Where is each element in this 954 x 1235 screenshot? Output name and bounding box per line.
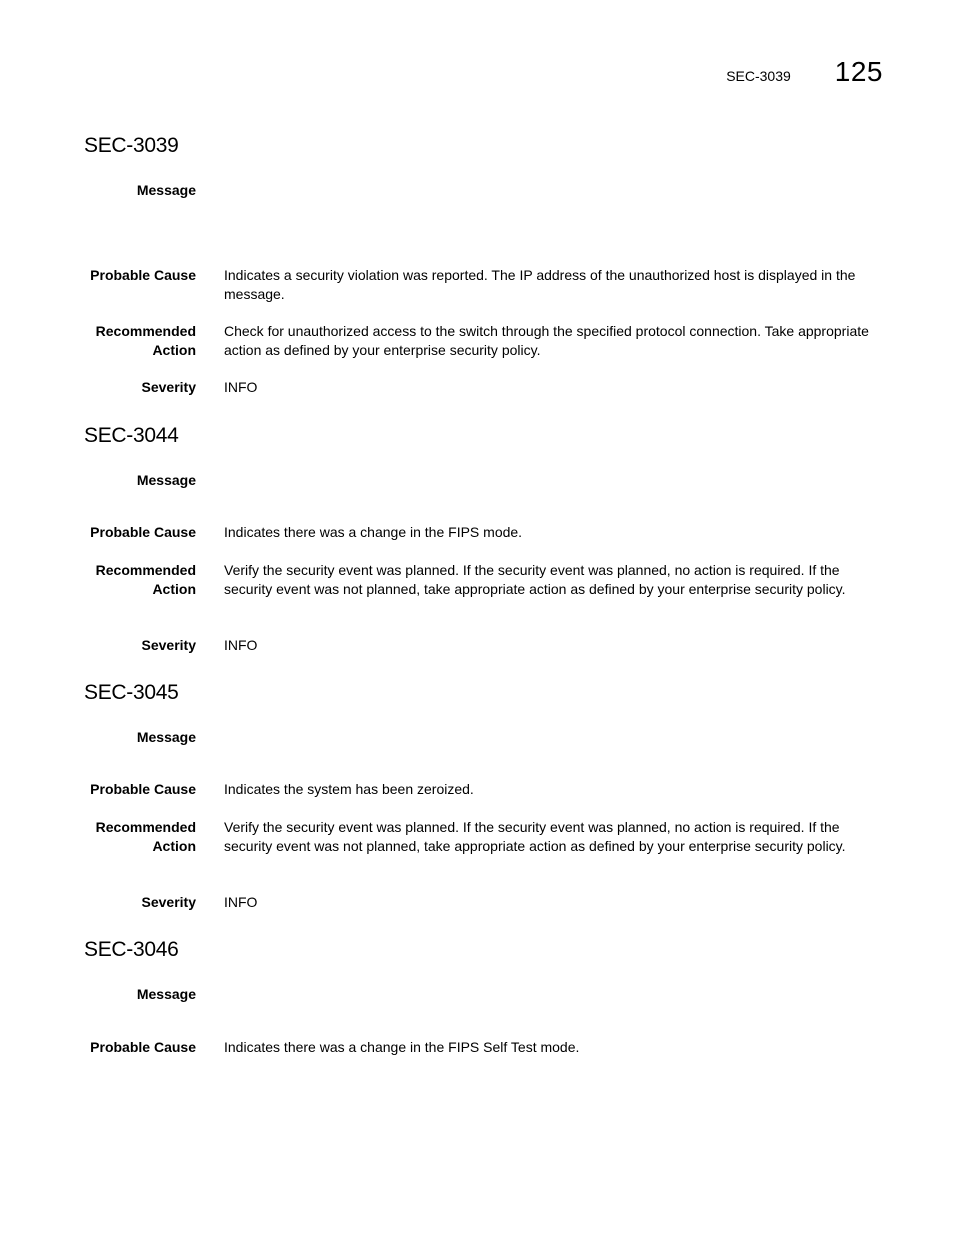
severity-label: Severity (141, 379, 196, 395)
recommended-action-value: Verify the security event was planned. If the security event was planned, no action is required. If the security event was not planned, take appropriate action as defined by your enterprise security policy. (224, 819, 846, 854)
severity-value: INFO (224, 637, 258, 653)
section-title: SEC-3046 (84, 938, 179, 961)
probable-cause-label: Probable Cause (90, 524, 196, 540)
probable-cause-label: Probable Cause (90, 267, 196, 283)
message-label: Message (136, 182, 196, 198)
severity-value: INFO (224, 379, 258, 395)
section-title: SEC-3039 (84, 134, 179, 157)
header-label: SEC-3039 (726, 68, 791, 84)
recommended-action-value: Verify the security event was planned. If the security event was planned, no action is required. If the security event was not planned, take appropriate action as defined by your enterprise security policy. (224, 562, 846, 597)
section-title: SEC-3044 (84, 424, 179, 447)
recommended-action-label: Recommended Action (95, 323, 196, 358)
probable-cause-value: Indicates there was a change in the FIPS Self Test mode. (224, 1039, 580, 1055)
probable-cause-label: Probable Cause (90, 781, 196, 797)
recommended-action-label: Recommended Action (95, 819, 196, 854)
severity-label: Severity (141, 894, 196, 910)
probable-cause-label: Probable Cause (90, 1039, 196, 1055)
message-label: Message (136, 986, 196, 1002)
severity-value: INFO (224, 894, 258, 910)
severity-label: Severity (141, 637, 196, 653)
running-header (726, 56, 883, 88)
probable-cause-value: Indicates the system has been zeroized. (224, 781, 474, 797)
probable-cause-value: Indicates a security violation was reported. The IP address of the unauthorized host is displayed in the message. (224, 267, 856, 302)
message-label: Message (136, 472, 196, 488)
recommended-action-value: Check for unauthorized access to the switch through the specified protocol connection. Take appropriate action as defined by your enterprise security policy. (224, 323, 869, 358)
message-label: Message (136, 729, 196, 745)
section-title: SEC-3045 (84, 681, 179, 704)
probable-cause-value: Indicates there was a change in the FIPS mode. (224, 524, 523, 540)
chapter-number: 125 (834, 56, 883, 87)
recommended-action-label: Recommended Action (95, 562, 196, 597)
